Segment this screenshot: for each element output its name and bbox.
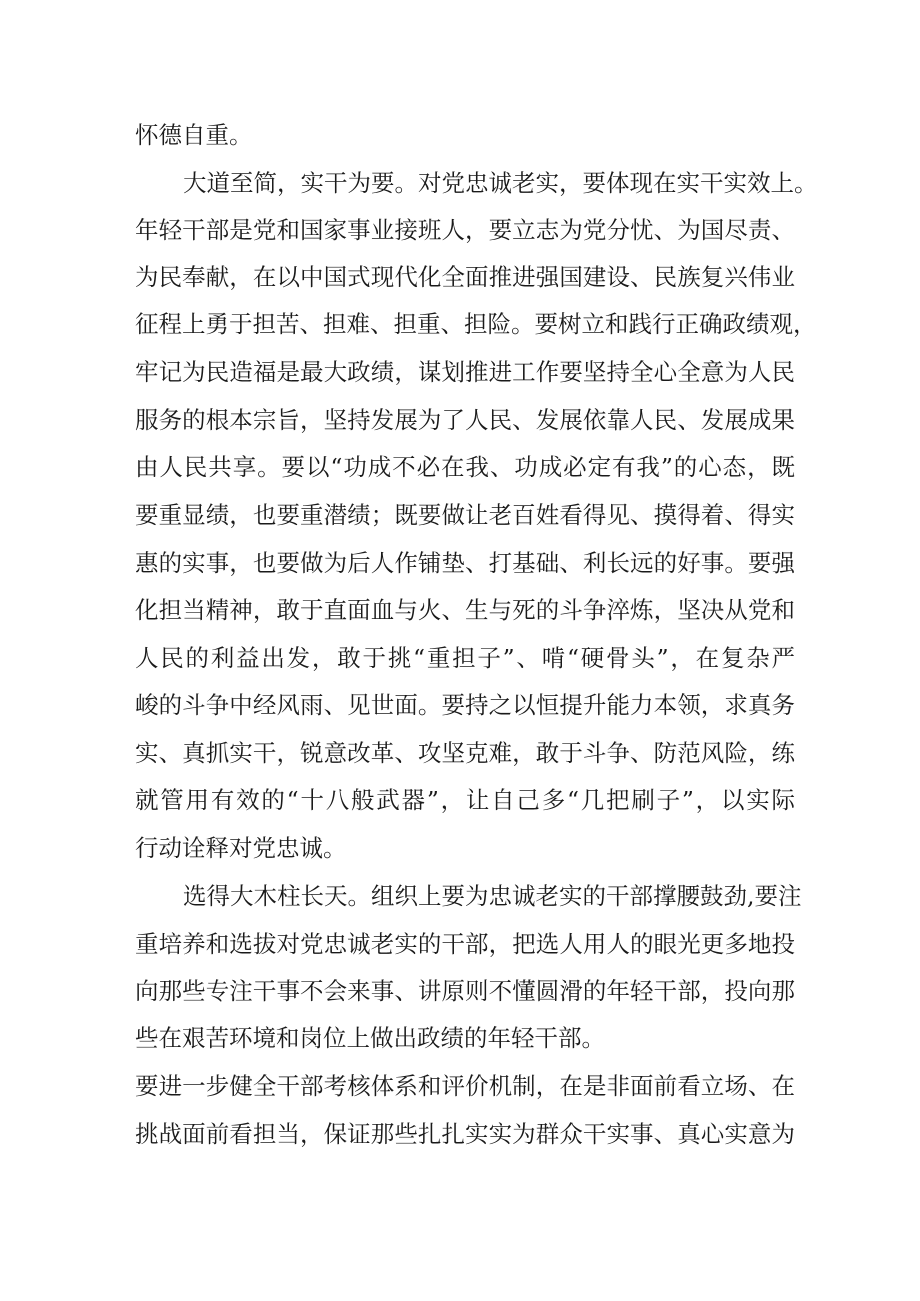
text-line: 惠的实事，也要做为后人作铺垫、打基础、利长远的好事。要强 bbox=[135, 549, 795, 577]
text-line: 由人民共享。要以“功成不必在我、功成必定有我”的心态，既 bbox=[135, 453, 795, 481]
text-line: 要重显绩，也要重潜绩；既要做让老百姓看得见、摸得着、得实 bbox=[135, 501, 795, 529]
text-line: 峻的斗争中经风雨、见世面。要持之以恒提升能力本领，求真务 bbox=[135, 691, 795, 719]
text-line: 服务的根本宗旨，坚持发展为了人民、发展依靠人民、发展成果 bbox=[135, 406, 795, 434]
text-line: 人民的利益出发，敢于挑“重担子”、啃“硬骨头”，在复杂严 bbox=[135, 644, 795, 672]
text-line: 些在艰苦环境和岗位上做出政绩的年轻干部。 bbox=[135, 1024, 605, 1052]
text-line: 向那些专注干事不会来事、讲原则不懂圆滑的年轻干部，投向那 bbox=[135, 977, 795, 1005]
text-line: 选得大木柱长天。组织上要为忠诚老实的干部撑腰鼓劲,要注 bbox=[183, 882, 802, 910]
text-line: 怀德自重。 bbox=[135, 121, 253, 149]
text-line: 挑战面前看担当，保证那些扎扎实实为群众干实事、真心实意为 bbox=[135, 1120, 795, 1148]
text-line: 年轻干部是党和国家事业接班人，要立志为党分忧、为国尽责、 bbox=[135, 216, 795, 244]
text-line: 就管用有效的“十八般武器”，让自己多“几把刷子”，以实际 bbox=[135, 786, 795, 814]
text-line: 征程上勇于担苦、担难、担重、担险。要树立和践行正确政绩观， bbox=[135, 310, 817, 338]
text-line: 为民奉献，在以中国式现代化全面推进强国建设、民族复兴伟业 bbox=[135, 263, 795, 291]
text-line: 大道至简，实干为要。对党忠诚老实，要体现在实干实效上。 bbox=[183, 169, 818, 197]
text-line: 行动诠释对党忠诚。 bbox=[135, 834, 347, 862]
text-line: 化担当精神，敢于直面血与火、生与死的斗争淬炼，坚决从党和 bbox=[135, 596, 795, 624]
text-line: 要进一步健全干部考核体系和评价机制，在是非面前看立场、在 bbox=[135, 1072, 795, 1100]
text-line: 重培养和选拔对党忠诚老实的干部，把选人用人的眼光更多地投 bbox=[135, 930, 795, 958]
text-line: 实、真抓实干，锐意改革、攻坚克难，敢于斗争、防范风险，练 bbox=[135, 739, 795, 767]
text-line: 牢记为民造福是最大政绩，谋划推进工作要坚持全心全意为人民 bbox=[135, 358, 795, 386]
